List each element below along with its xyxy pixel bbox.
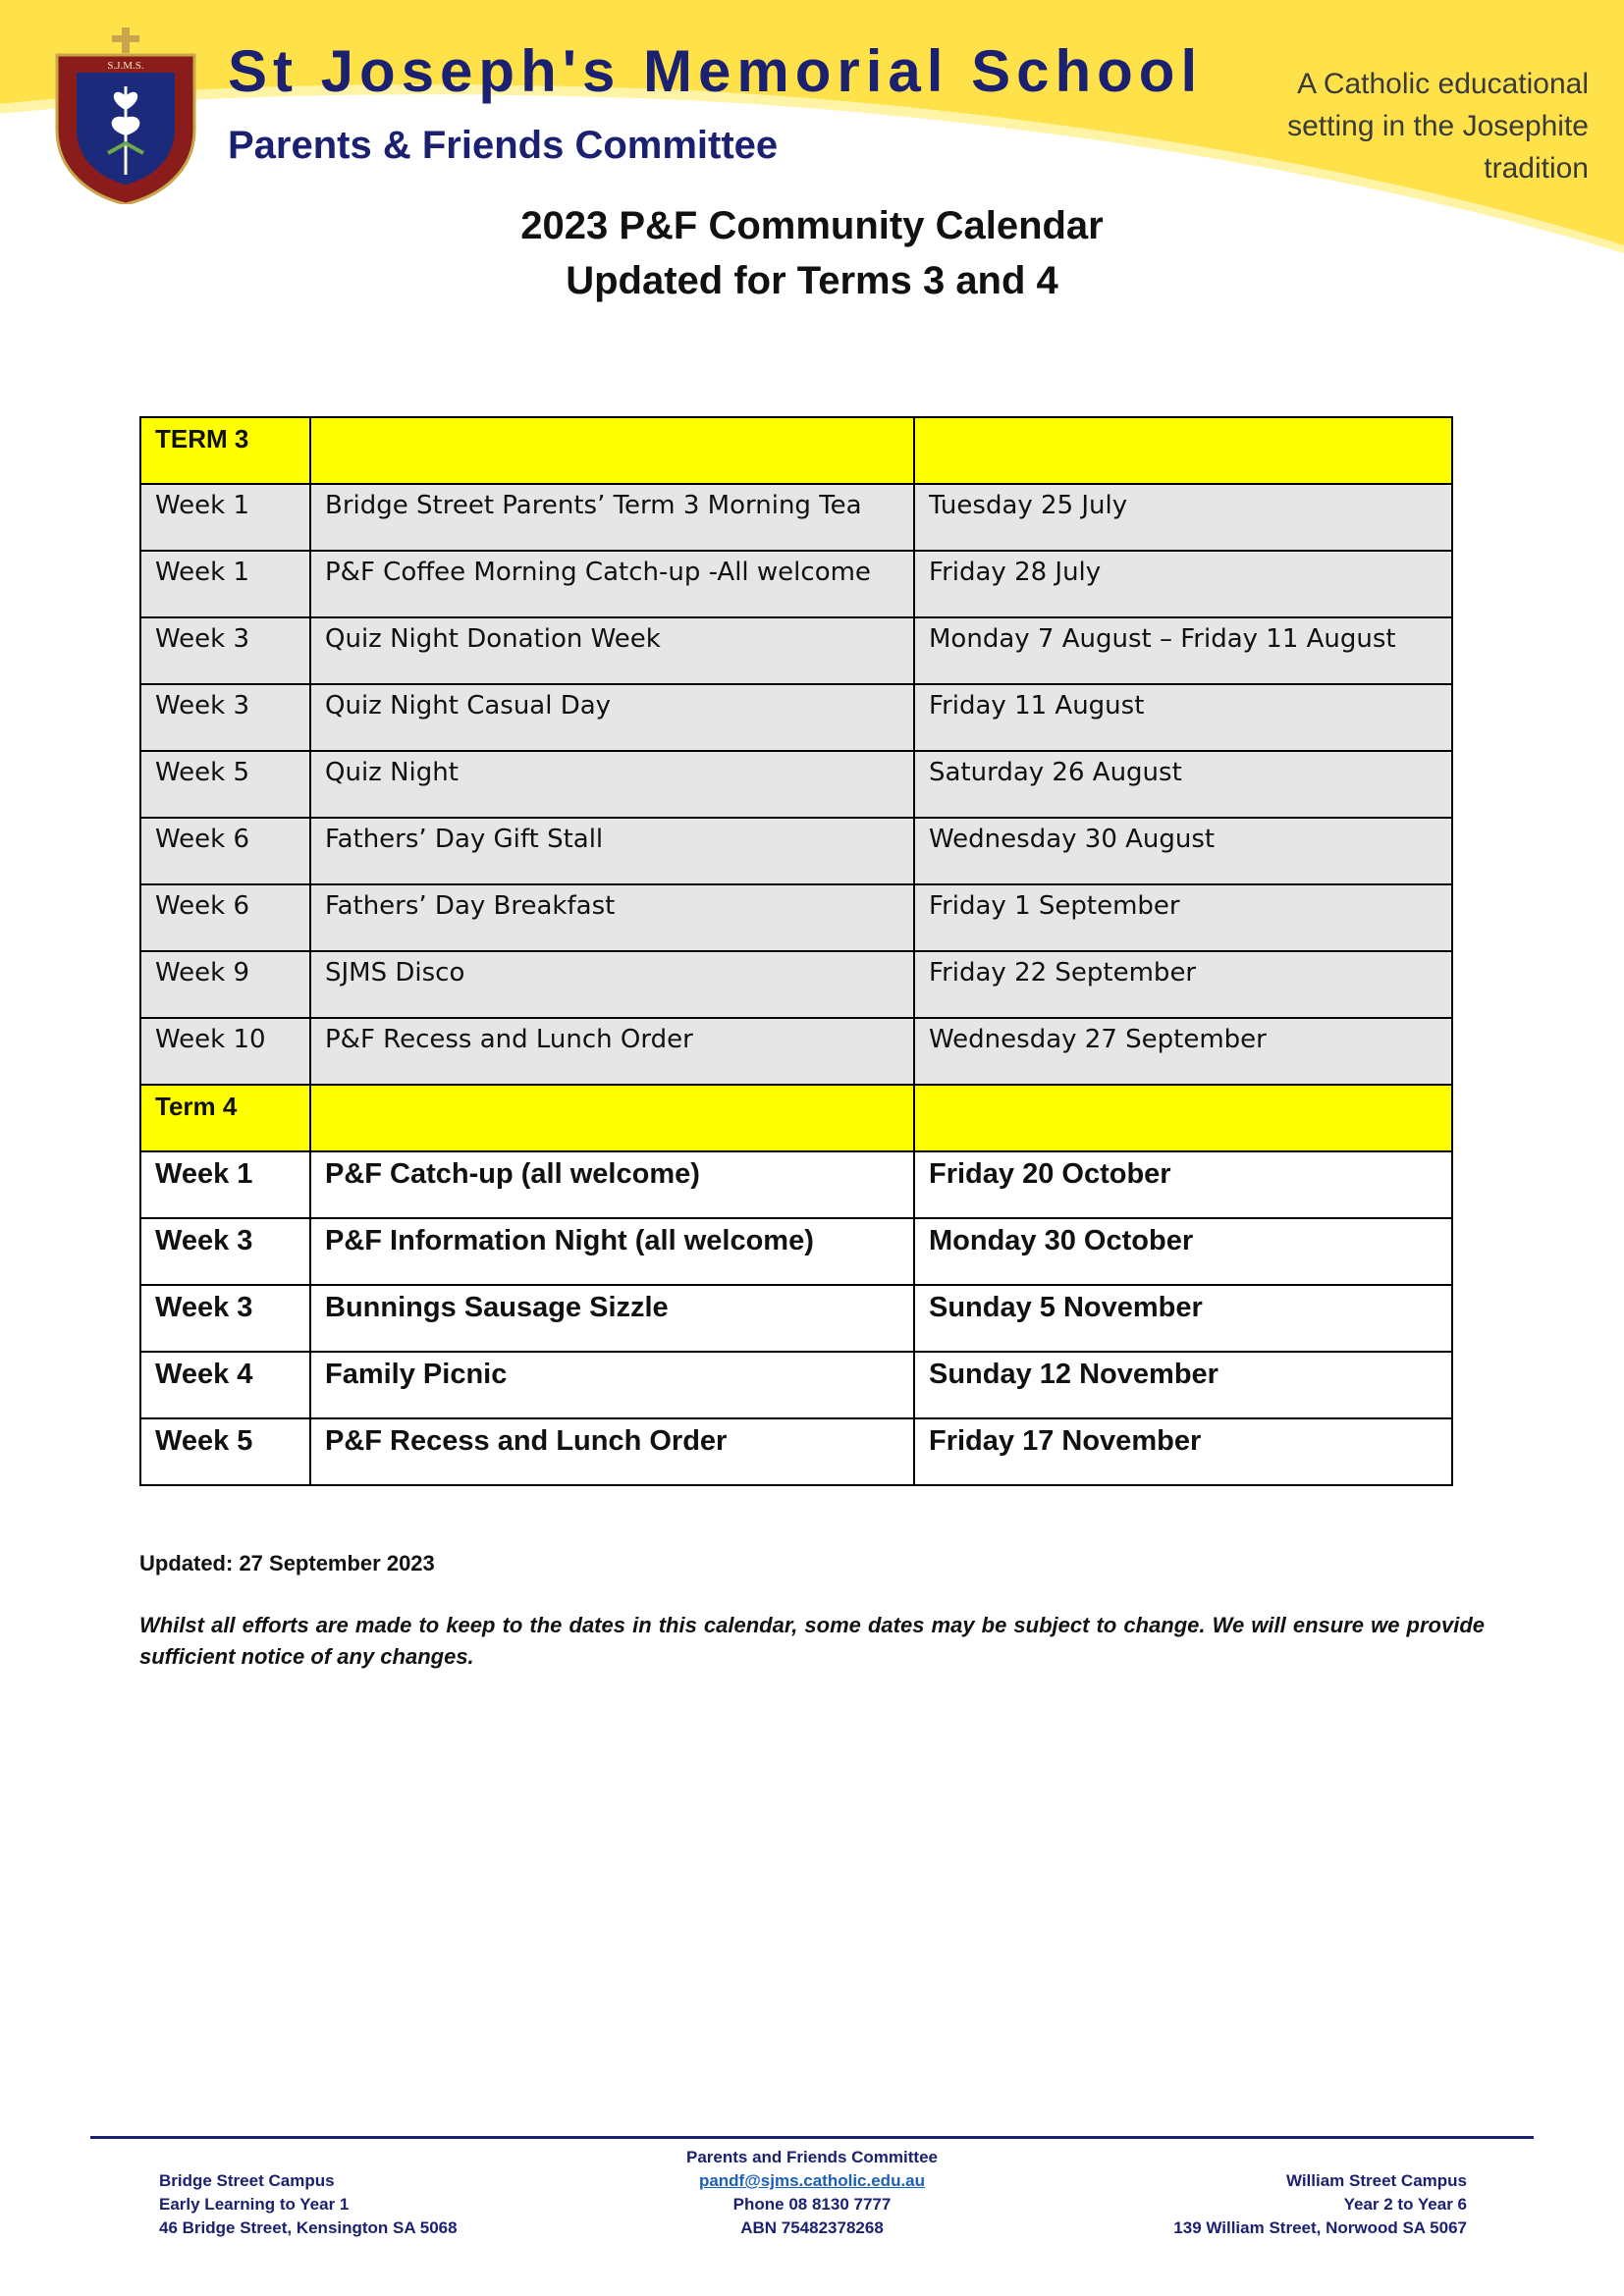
event-cell: P&F Recess and Lunch Order <box>310 1018 914 1085</box>
footer-abn: ABN 75482378268 <box>740 2218 884 2237</box>
week-cell: Week 6 <box>140 818 310 884</box>
term-header-empty-cell <box>310 1085 914 1151</box>
term-header-empty-cell <box>914 1085 1452 1151</box>
date-cell: Wednesday 27 September <box>914 1018 1452 1085</box>
term-header-empty-cell <box>310 417 914 484</box>
calendar-table <box>139 416 1453 1486</box>
footer-left-line: Bridge Street Campus <box>159 2171 335 2190</box>
table-row <box>140 951 1452 1018</box>
date-cell: Tuesday 25 July <box>914 484 1452 551</box>
date-cell: Friday 28 July <box>914 551 1452 617</box>
school-crest-logo <box>49 27 202 204</box>
svg-text:S.J.M.S.: S.J.M.S. <box>107 60 144 72</box>
footer-william-street-campus <box>1173 2169 1467 2240</box>
date-cell: Wednesday 30 August <box>914 818 1452 884</box>
table-row <box>140 551 1452 617</box>
date-cell: Saturday 26 August <box>914 751 1452 818</box>
date-cell: Friday 1 September <box>914 884 1452 951</box>
date-cell: Friday 17 November <box>914 1418 1452 1485</box>
event-cell: Quiz Night <box>310 751 914 818</box>
date-cell: Friday 11 August <box>914 684 1452 751</box>
term-header-row <box>140 1085 1452 1151</box>
term-header-empty-cell <box>914 417 1452 484</box>
table-row <box>140 684 1452 751</box>
week-cell: Week 9 <box>140 951 310 1018</box>
table-row <box>140 617 1452 684</box>
table-row <box>140 884 1452 951</box>
term-label: Term 4 <box>140 1085 310 1151</box>
event-cell: P&F Recess and Lunch Order <box>310 1418 914 1485</box>
footer-divider <box>90 2136 1534 2139</box>
footer-email-link[interactable]: pandf@sjms.catholic.edu.au <box>698 2171 926 2190</box>
committee-name: Parents & Friends Committee <box>228 124 779 167</box>
week-cell: Week 1 <box>140 1151 310 1218</box>
table-row <box>140 818 1452 884</box>
event-cell: Bridge Street Parents’ Term 3 Morning Tea <box>310 484 914 551</box>
event-cell: Fathers’ Day Gift Stall <box>310 818 914 884</box>
event-cell: P&F Information Night (all welcome) <box>310 1218 914 1285</box>
week-cell: Week 3 <box>140 1285 310 1352</box>
school-tagline <box>1235 63 1589 189</box>
table-row <box>140 1352 1452 1418</box>
table-row <box>140 1151 1452 1218</box>
school-name: St Joseph's Memorial School <box>228 38 1204 104</box>
term-header-row <box>140 417 1452 484</box>
footer-right-line: Year 2 to Year 6 <box>1343 2195 1467 2214</box>
footer-right-line: William Street Campus <box>1285 2171 1467 2190</box>
date-cell: Sunday 5 November <box>914 1285 1452 1352</box>
footer-phone: Phone 08 8130 7777 <box>732 2195 892 2214</box>
date-cell: Monday 7 August – Friday 11 August <box>914 617 1452 684</box>
event-cell: Family Picnic <box>310 1352 914 1418</box>
date-cell: Friday 20 October <box>914 1151 1452 1218</box>
tagline-line: setting in the Josephite <box>1287 110 1589 142</box>
date-cell: Sunday 12 November <box>914 1352 1452 1418</box>
week-cell: Week 10 <box>140 1018 310 1085</box>
week-cell: Week 5 <box>140 751 310 818</box>
event-cell: P&F Coffee Morning Catch-up -All welcome <box>310 551 914 617</box>
week-cell: Week 6 <box>140 884 310 951</box>
week-cell: Week 4 <box>140 1352 310 1418</box>
tagline-line: tradition <box>1484 152 1589 185</box>
date-cell: Monday 30 October <box>914 1218 1452 1285</box>
week-cell: Week 3 <box>140 684 310 751</box>
document-subtitle: Updated for Terms 3 and 4 <box>566 259 1058 302</box>
week-cell: Week 3 <box>140 617 310 684</box>
table-row <box>140 484 1452 551</box>
updated-date: Updated: 27 September 2023 <box>139 1551 435 1575</box>
table-row <box>140 751 1452 818</box>
table-row <box>140 1285 1452 1352</box>
event-cell: P&F Catch-up (all welcome) <box>310 1151 914 1218</box>
event-cell: Bunnings Sausage Sizzle <box>310 1285 914 1352</box>
footer-left-line: Early Learning to Year 1 <box>159 2195 350 2214</box>
disclaimer-text: Whilst all efforts are made to keep to the dates in this calendar, some dates may be subject to change. We will ensure we provide sufficient notice of any changes. <box>139 1613 1485 1669</box>
footer-right-line: 139 William Street, Norwood SA 5067 <box>1173 2218 1467 2237</box>
event-cell: Quiz Night Donation Week <box>310 617 914 684</box>
event-cell: Quiz Night Casual Day <box>310 684 914 751</box>
table-row <box>140 1418 1452 1485</box>
tagline-line: A Catholic educational <box>1297 68 1589 100</box>
event-cell: Fathers’ Day Breakfast <box>310 884 914 951</box>
calendar-table-body <box>140 417 1452 1485</box>
week-cell: Week 1 <box>140 484 310 551</box>
week-cell: Week 3 <box>140 1218 310 1285</box>
footer-left-line: 46 Bridge Street, Kensington SA 5068 <box>159 2218 458 2237</box>
footer-committee-title: Parents and Friends Committee <box>685 2148 938 2166</box>
table-row <box>140 1218 1452 1285</box>
table-row <box>140 1018 1452 1085</box>
term-label: TERM 3 <box>140 417 310 484</box>
week-cell: Week 1 <box>140 551 310 617</box>
document-title: 2023 P&F Community Calendar <box>520 204 1104 247</box>
week-cell: Week 5 <box>140 1418 310 1485</box>
event-cell: SJMS Disco <box>310 951 914 1018</box>
date-cell: Friday 22 September <box>914 951 1452 1018</box>
